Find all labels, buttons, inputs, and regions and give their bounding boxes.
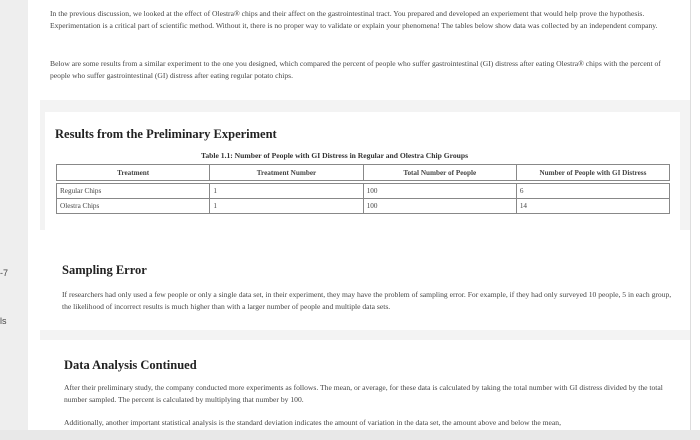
- intro-paragraph-2: [50, 58, 680, 82]
- table-cell: 14: [516, 199, 669, 214]
- results-table: [56, 164, 670, 214]
- table-cell: Regular Chips: [57, 184, 210, 199]
- sampling-text: If researchers had only used a few people or only a single data set, in their experiment, they may have the problem of sampling error. For example, if they had only surveyed 10 people, 5 in each group, the likelihood of incorrect results is much higher than with a larger number of people and multiple data sets.: [62, 290, 672, 311]
- section-separator: [40, 330, 690, 340]
- table-cell: 100: [363, 199, 516, 214]
- table-cell: 1: [210, 199, 363, 214]
- header-treatment: Treatment: [57, 165, 210, 181]
- bottom-band: [0, 430, 700, 440]
- margin-mark: ls: [0, 316, 7, 326]
- results-title: Results from the Preliminary Experiment: [55, 127, 277, 141]
- table-cell: Olestra Chips: [57, 199, 210, 214]
- header-gi-distress: Number of People with GI Distress: [516, 165, 669, 181]
- sampling-title: Sampling Error: [62, 263, 147, 277]
- analysis-text-1: After their preliminary study, the company conducted more experiments as follows. The mean, or average, for these data is calculated by taking the total number with GI distress divided by the total number sampled. The percent is calculated by multiplying that number by 100.: [64, 383, 663, 404]
- table-header-row: [57, 165, 670, 181]
- table-cell: 1: [210, 184, 363, 199]
- table-row: [57, 184, 670, 199]
- right-divider: [690, 0, 691, 440]
- margin-mark: -7: [0, 268, 9, 278]
- intro-paragraph-1: In the previous discussion, we looked at the effect of Olestra® chips and their affect on the gastrointestinal tract. You prepared and developed an experiement that would help prove the hypothesis. Experimentation is a critical part of scientific method. Without it, there is no proper way to validate or explain your phenomena! The tables below show data was collected by an independent company.: [50, 9, 658, 30]
- table-cell: 6: [516, 184, 669, 199]
- table-caption: Table 1.1: Number of People with GI Distress in Regular and Olestra Chip Groups: [201, 151, 469, 160]
- intro-paragraph-2-text: Below are some results from a similar experiment to the one you designed, which compared the percent of people who suffer gastrointestinal (GI) distress after eating Olestra® chips with the percent of people who suffer gastrointestinal (GI) distress after eating regular potato chips.: [50, 59, 661, 80]
- analysis-text-2: Additionally, another important statistical analysis is the standard deviation indicates the amount of variation in the data set, the amount above and below the mean,: [64, 418, 561, 427]
- left-margin-strip: [0, 0, 28, 440]
- analysis-title: Data Analysis Continued: [64, 358, 197, 372]
- table-cell: 100: [363, 184, 516, 199]
- header-treatment-number: Treatment Number: [210, 165, 363, 181]
- header-total-people: Total Number of People: [363, 165, 516, 181]
- table-row: [57, 199, 670, 214]
